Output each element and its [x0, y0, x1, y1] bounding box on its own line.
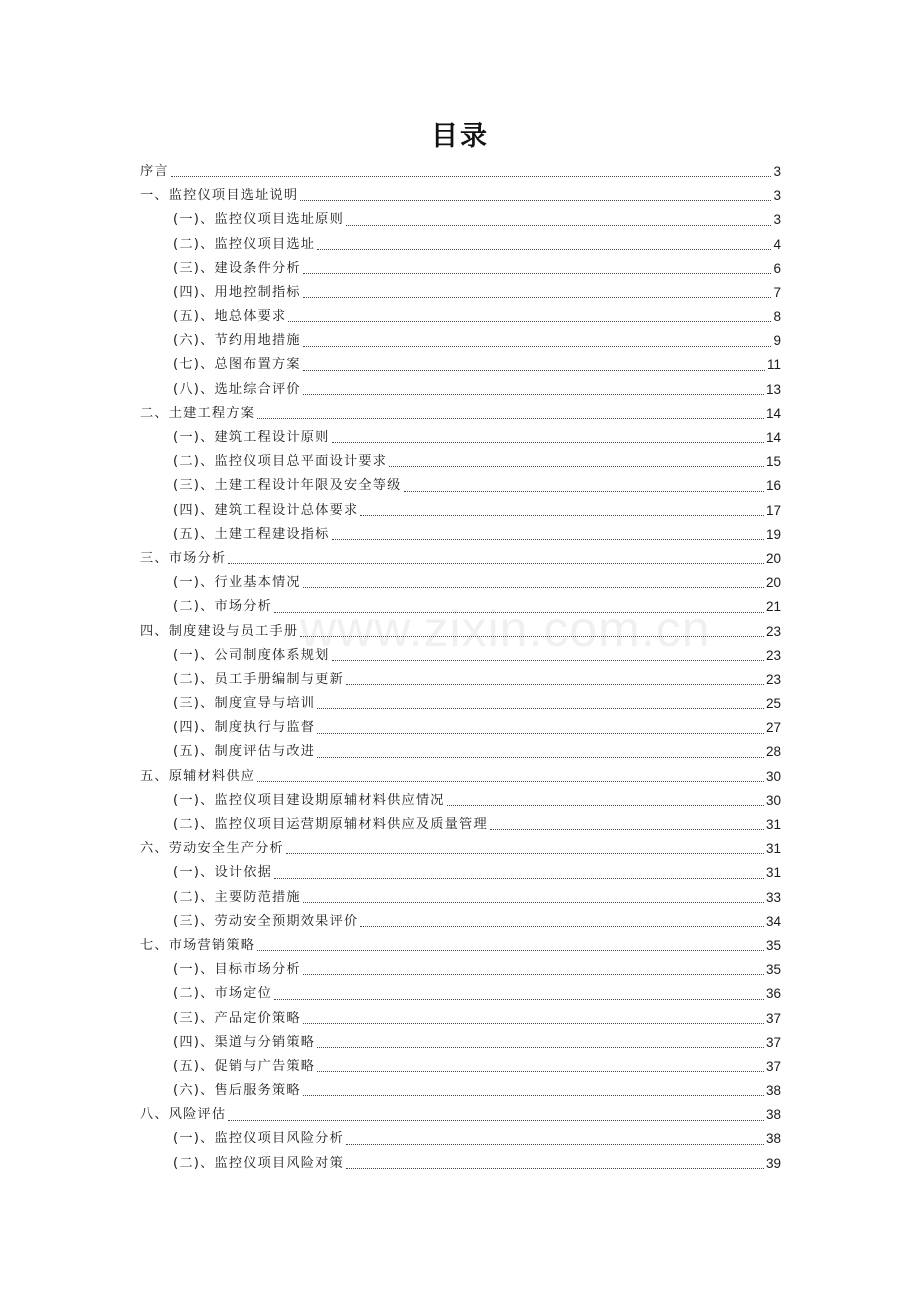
toc-page-number: 3: [773, 163, 781, 179]
toc-entry-title: 二、土建工程方案: [140, 405, 256, 421]
toc-entry-title: (六)、售后服务策略: [173, 1083, 301, 1099]
toc-dot-leader: [332, 442, 764, 443]
toc-dot-leader: [389, 466, 764, 467]
toc-page-number: 16: [765, 478, 781, 494]
toc-page-number: 23: [765, 671, 781, 687]
toc-entry-title: (二)、监控仪项目总平面设计要求: [173, 454, 388, 470]
toc-page-number: 4: [773, 236, 781, 252]
toc-page-number: 35: [765, 937, 781, 953]
toc-dot-leader: [332, 539, 764, 540]
toc-entry[interactable]: [140, 474, 781, 498]
toc-entry[interactable]: [140, 354, 781, 378]
toc-dot-leader: [228, 563, 764, 564]
toc-page-number: 25: [765, 696, 781, 712]
toc-entry[interactable]: [140, 1128, 781, 1152]
toc-dot-leader: [317, 757, 764, 758]
toc-page-number: 34: [765, 913, 781, 929]
toc-page-number: 20: [765, 550, 781, 566]
toc-dot-leader: [360, 926, 764, 927]
toc-entry[interactable]: [140, 184, 781, 208]
toc-dot-leader: [346, 225, 772, 226]
toc-entry[interactable]: [140, 426, 781, 450]
toc-dot-leader: [317, 1071, 764, 1072]
toc-dot-leader: [332, 660, 764, 661]
toc-page-number: 36: [765, 986, 781, 1002]
toc-dot-leader: [447, 805, 764, 806]
toc-entry-title: 序言: [140, 163, 169, 179]
toc-page-number: 31: [765, 841, 781, 857]
toc-entry[interactable]: [140, 1031, 781, 1055]
toc-dot-leader: [286, 853, 764, 854]
toc-entry[interactable]: [140, 692, 781, 716]
toc-dot-leader: [303, 297, 772, 298]
toc-entry-title: (四)、用地控制指标: [173, 284, 301, 300]
toc-page-number: 21: [765, 599, 781, 615]
toc-page-number: 14: [765, 405, 781, 421]
toc-entry[interactable]: [140, 668, 781, 692]
toc-entry-title: 四、制度建设与员工手册: [140, 623, 299, 639]
toc-entry[interactable]: [140, 1007, 781, 1031]
toc-dot-leader: [257, 950, 764, 951]
toc-dot-leader: [274, 878, 764, 879]
toc-dot-leader: [317, 708, 764, 709]
toc-page-number: 15: [765, 454, 781, 470]
toc-page-number: 11: [766, 357, 781, 373]
toc-dot-leader: [228, 1120, 764, 1121]
toc-entry-title: 七、市场营销策略: [140, 937, 256, 953]
toc-entry[interactable]: [140, 716, 781, 740]
toc-entry-title: (一)、目标市场分析: [173, 962, 301, 978]
toc-dot-leader: [317, 733, 764, 734]
toc-entry[interactable]: [140, 741, 781, 765]
toc-page-number: 3: [773, 188, 781, 204]
toc-entry-title: (二)、市场分析: [173, 599, 273, 615]
toc-page-number: 19: [765, 526, 781, 542]
toc-page-number: 17: [765, 502, 781, 518]
toc-entry-title: (三)、制度宣导与培训: [173, 696, 316, 712]
toc-entry-title: (一)、建筑工程设计原则: [173, 430, 330, 446]
toc-entry[interactable]: [140, 1079, 781, 1103]
toc-entry-title: (六)、节约用地措施: [173, 333, 301, 349]
toc-page-number: 38: [765, 1083, 781, 1099]
toc-entry-title: (七)、总图布置方案: [173, 357, 301, 373]
toc-entry-title: (四)、渠道与分销策略: [173, 1034, 316, 1050]
toc-page-number: 37: [765, 1010, 781, 1026]
toc-entry[interactable]: [140, 595, 781, 619]
toc-page-number: 38: [765, 1131, 781, 1147]
toc-page-number: 31: [765, 865, 781, 881]
toc-entry-title: (二)、市场定位: [173, 986, 273, 1002]
toc-dot-leader: [257, 418, 764, 419]
toc-dot-leader: [303, 1095, 764, 1096]
toc-dot-leader: [303, 974, 764, 975]
toc-dot-leader: [288, 321, 771, 322]
page-title: 目录: [431, 121, 489, 152]
toc-page-number: 30: [765, 768, 781, 784]
toc-entry-title: 五、原辅材料供应: [140, 768, 256, 784]
toc-dot-leader: [171, 176, 772, 177]
toc-entry[interactable]: [140, 910, 781, 934]
toc-page-number: 6: [773, 260, 781, 276]
toc-entry[interactable]: [140, 208, 781, 232]
toc-dot-leader: [360, 515, 764, 516]
toc-entry-title: (五)、土建工程建设指标: [173, 526, 330, 542]
toc-entry[interactable]: [140, 958, 781, 982]
toc-entry[interactable]: [140, 886, 781, 910]
toc-page-number: 23: [765, 647, 781, 663]
toc-page-number: 20: [765, 575, 781, 591]
toc-entry[interactable]: [140, 789, 781, 813]
toc-entry-title: 六、劳动安全生产分析: [140, 841, 284, 857]
toc-entry-title: (三)、土建工程设计年限及安全等级: [173, 478, 402, 494]
toc-entry-title: (一)、设计依据: [173, 865, 273, 881]
toc-entry[interactable]: [140, 861, 781, 885]
toc-entry[interactable]: [140, 523, 781, 547]
toc-entry[interactable]: [140, 620, 781, 644]
toc-dot-leader: [346, 1144, 764, 1145]
table-of-contents: [140, 160, 781, 1176]
toc-entry-title: (二)、监控仪项目选址: [173, 236, 316, 252]
toc-entry-title: (二)、监控仪项目运营期原辅材料供应及质量管理: [173, 817, 488, 833]
toc-dot-leader: [317, 249, 771, 250]
toc-entry[interactable]: [140, 1152, 781, 1176]
toc-page-number: 28: [765, 744, 781, 760]
toc-entry-title: (三)、劳动安全预期效果评价: [173, 913, 359, 929]
toc-dot-leader: [303, 587, 764, 588]
toc-page-number: 38: [765, 1107, 781, 1123]
toc-dot-leader: [303, 346, 772, 347]
toc-entry-title: (一)、公司制度体系规划: [173, 647, 330, 663]
toc-dot-leader: [346, 684, 764, 685]
toc-dot-leader: [303, 394, 764, 395]
toc-entry-title: (五)、促销与广告策略: [173, 1058, 316, 1074]
toc-entry-title: (一)、监控仪项目选址原则: [173, 212, 344, 228]
toc-entry[interactable]: [140, 547, 781, 571]
toc-dot-leader: [303, 273, 772, 274]
toc-entry[interactable]: [140, 305, 781, 329]
toc-entry[interactable]: [140, 281, 781, 305]
toc-entry-title: (三)、产品定价策略: [173, 1010, 301, 1026]
toc-entry[interactable]: [140, 257, 781, 281]
toc-page-number: 9: [773, 333, 781, 349]
toc-dot-leader: [490, 829, 764, 830]
toc-entry-title: (二)、监控仪项目风险对策: [173, 1155, 344, 1171]
toc-page-number: 3: [773, 212, 781, 228]
toc-entry[interactable]: [140, 329, 781, 353]
toc-page-number: 37: [765, 1034, 781, 1050]
toc-dot-leader: [300, 636, 764, 637]
toc-dot-leader: [317, 1047, 764, 1048]
toc-dot-leader: [346, 1168, 764, 1169]
toc-entry[interactable]: [140, 378, 781, 402]
toc-entry[interactable]: [140, 982, 781, 1006]
toc-page-number: 33: [765, 889, 781, 905]
toc-entry[interactable]: [140, 1055, 781, 1079]
toc-entry[interactable]: [140, 765, 781, 789]
toc-entry-title: (五)、制度评估与改进: [173, 744, 316, 760]
toc-page-number: 37: [765, 1058, 781, 1074]
toc-entry[interactable]: [140, 813, 781, 837]
toc-entry-title: (一)、行业基本情况: [173, 575, 301, 591]
toc-entry[interactable]: [140, 571, 781, 595]
toc-dot-leader: [274, 999, 764, 1000]
toc-entry[interactable]: [140, 837, 781, 861]
toc-page-number: 14: [765, 430, 781, 446]
toc-page-number: 31: [765, 817, 781, 833]
toc-entry-title: (二)、员工手册编制与更新: [173, 671, 344, 687]
toc-page-number: 27: [765, 720, 781, 736]
toc-dot-leader: [257, 781, 764, 782]
watermark: www.zixin.com.cn: [300, 601, 711, 657]
toc-dot-leader: [274, 612, 764, 613]
toc-entry-title: (八)、选址综合评价: [173, 381, 301, 397]
toc-entry[interactable]: [140, 450, 781, 474]
toc-entry[interactable]: [140, 934, 781, 958]
toc-entry-title: (四)、建筑工程设计总体要求: [173, 502, 359, 518]
toc-dot-leader: [303, 370, 765, 371]
toc-page-number: 7: [773, 284, 781, 300]
toc-dot-leader: [404, 491, 764, 492]
toc-dot-leader: [300, 200, 771, 201]
toc-page-number: 13: [765, 381, 781, 397]
toc-dot-leader: [303, 902, 764, 903]
toc-entry-title: (二)、主要防范措施: [173, 889, 301, 905]
toc-entry-title: (五)、地总体要求: [173, 309, 287, 325]
toc-entry-title: 一、监控仪项目选址说明: [140, 188, 299, 204]
toc-entry-title: 三、市场分析: [140, 550, 227, 566]
toc-page-number: 35: [765, 962, 781, 978]
toc-entry[interactable]: [140, 1103, 781, 1127]
toc-entry[interactable]: [140, 160, 781, 184]
toc-page-number: 30: [765, 792, 781, 808]
toc-entry[interactable]: [140, 233, 781, 257]
toc-page-number: 23: [765, 623, 781, 639]
toc-entry-title: (四)、制度执行与监督: [173, 720, 316, 736]
toc-page-number: 39: [765, 1155, 781, 1171]
toc-entry[interactable]: [140, 499, 781, 523]
toc-entry[interactable]: [140, 402, 781, 426]
toc-entry-title: 八、风险评估: [140, 1107, 227, 1123]
toc-entry-title: (一)、监控仪项目建设期原辅材料供应情况: [173, 792, 445, 808]
toc-entry-title: (一)、监控仪项目风险分析: [173, 1131, 344, 1147]
toc-page-number: 8: [773, 309, 781, 325]
toc-entry[interactable]: [140, 644, 781, 668]
toc-entry-title: (三)、建设条件分析: [173, 260, 301, 276]
toc-dot-leader: [303, 1023, 764, 1024]
